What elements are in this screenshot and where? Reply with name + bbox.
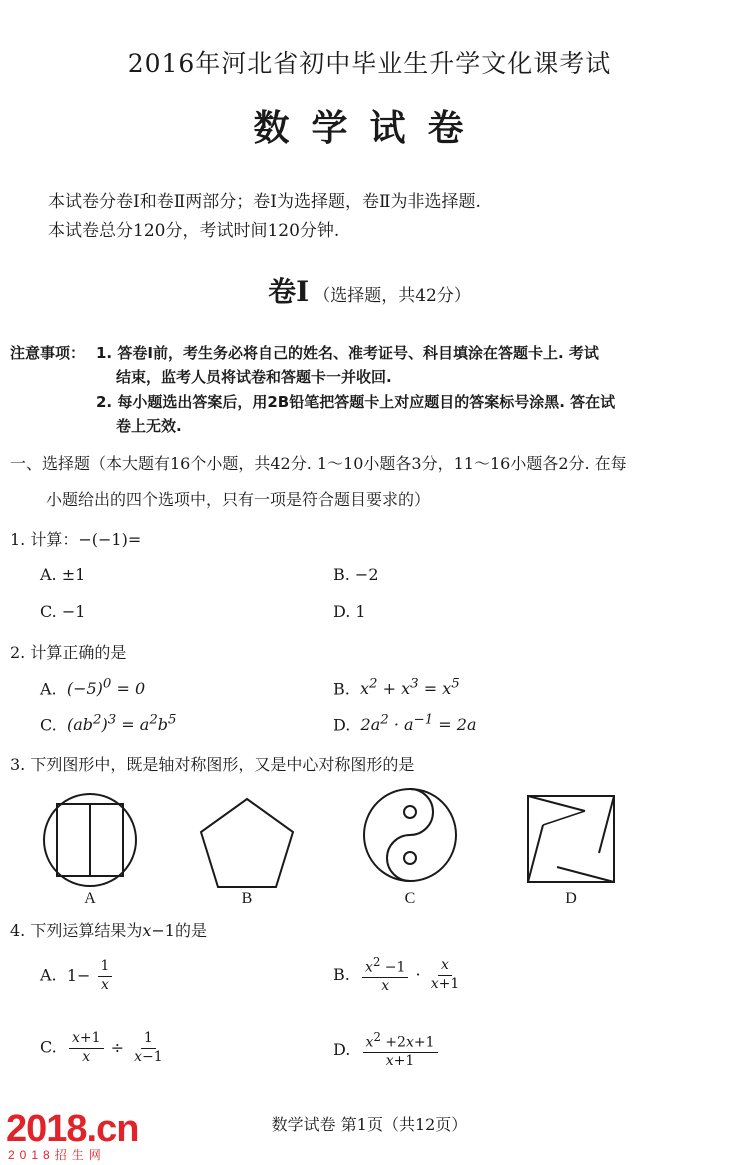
q3-figure-b-pentagon: [195, 795, 299, 895]
q4-option-a-formula: 1− $\frac{1}{x}$: [62, 966, 115, 985]
q2-option-c: [40, 713, 177, 734]
q2-option-b-formula: $x^2 + x^3 = x^5$: [354, 677, 460, 699]
q4-stem-expr: x: [142, 921, 152, 940]
q1-option-c: C. −1: [40, 602, 86, 621]
q1-stem: 1. 计算：−(−1)=: [10, 530, 142, 549]
q4-option-d: [333, 1030, 440, 1071]
q4-stem-post: 的是: [174, 921, 207, 940]
section-heading: [0, 270, 739, 310]
notes-label: 注意事项：: [10, 344, 86, 362]
section-name: 卷Ⅰ: [268, 275, 310, 308]
q2-option-b-label: B.: [333, 679, 350, 699]
q4-option-d-label: D.: [333, 1039, 351, 1059]
intro-line-1: 本试卷分卷Ⅰ和卷Ⅱ两部分；卷Ⅰ为选择题，卷Ⅱ为非选择题.: [48, 192, 481, 212]
q4-stem-pre: 4. 下列运算结果为: [10, 921, 143, 940]
exam-title: 2016年河北省初中毕业生升学文化课考试: [127, 49, 612, 78]
q3-label-b: B: [241, 890, 253, 907]
q2-stem: 2. 计算正确的是: [10, 643, 127, 662]
q1-option-d: D. 1: [333, 602, 366, 621]
q4-stem: 4. 下列运算结果为x−1的是: [10, 921, 207, 940]
q4-option-a: [40, 958, 114, 994]
q2-option-d-label: D.: [333, 715, 351, 735]
q2-option-b: [333, 677, 460, 698]
section-note: （选择题，共42分）: [313, 286, 471, 306]
q3-figure-c-yin-yang: [360, 785, 460, 885]
q4-option-b-label: B.: [333, 964, 350, 984]
q2-option-a-label: A.: [40, 679, 57, 699]
q4-option-b: [333, 955, 464, 996]
q4-option-c-formula: $\frac{x+1}{x}$ ÷ $\frac{1}{x-1}$: [62, 1038, 168, 1057]
q4-option-c-label: C.: [40, 1037, 57, 1057]
q3-figure-a-circle-rectangle: [40, 790, 140, 890]
q4-option-d-formula: $\frac{x^2 +2x+1}{x+1}$: [355, 1040, 439, 1059]
q2-option-c-formula: $(ab^2)^3 = a^2b^5$: [61, 713, 177, 735]
notes-item-1-line-2: 结束，监考人员将试卷和答题卡一并收回.: [116, 368, 392, 386]
site-logo: 2018.cn: [6, 1108, 139, 1150]
q3-label-a: A: [84, 890, 96, 907]
notes-item-1-line-1: 1. 答卷Ⅰ前，考生务必将自己的姓名、准考证号、科目填涂在答题卡上. 考试: [96, 344, 599, 362]
page-footer: 数学试卷 第1页（共12页）: [271, 1115, 468, 1134]
q3-stem: 3. 下列图形中，既是轴对称图形，又是中心对称图形的是: [10, 755, 415, 774]
q2-option-a-formula: $(-5)^0 = 0$: [61, 677, 146, 699]
q1-option-b: B. −2: [333, 565, 379, 584]
notes-item-2-line-1: 2. 每小题选出答案后，用2B铅笔把答题卡上对应题目的答案标号涂黑. 答在试: [96, 393, 616, 411]
part1-instructions-line-1: 一、选择题（本大题有16个小题，共42分. 1～10小题各3分，11～16小题各2分. 在每: [10, 454, 627, 473]
exam-subject-title: 数学试卷: [253, 107, 486, 149]
q2-option-d: [333, 713, 476, 734]
q1-option-a: A. ±1: [40, 565, 86, 584]
q3-figure-d-square-pinwheel: [525, 793, 617, 885]
q2-option-d-formula: $2a^2 \cdot a^{-1} = 2a$: [355, 713, 477, 735]
site-logo-subtitle: 2018招生网: [8, 1148, 106, 1162]
q2-option-c-label: C.: [40, 715, 57, 735]
part1-instructions-line-2: 小题给出的四个选项中，只有一项是符合题目要求的）: [46, 490, 431, 509]
q3-label-c: C: [404, 890, 416, 907]
q4-option-a-label: A.: [40, 965, 57, 985]
intro-line-2: 本试卷总分120分，考试时间120分钟.: [48, 221, 340, 241]
notes-item-2-line-2: 卷上无效.: [116, 417, 182, 435]
q3-label-d: D: [565, 890, 577, 907]
q4-option-c: [40, 1030, 168, 1066]
q2-option-a: [40, 677, 145, 698]
q4-option-b-formula: $\frac{x^2 -1}{x}$ · $\frac{x}{x+1}$: [355, 965, 464, 984]
